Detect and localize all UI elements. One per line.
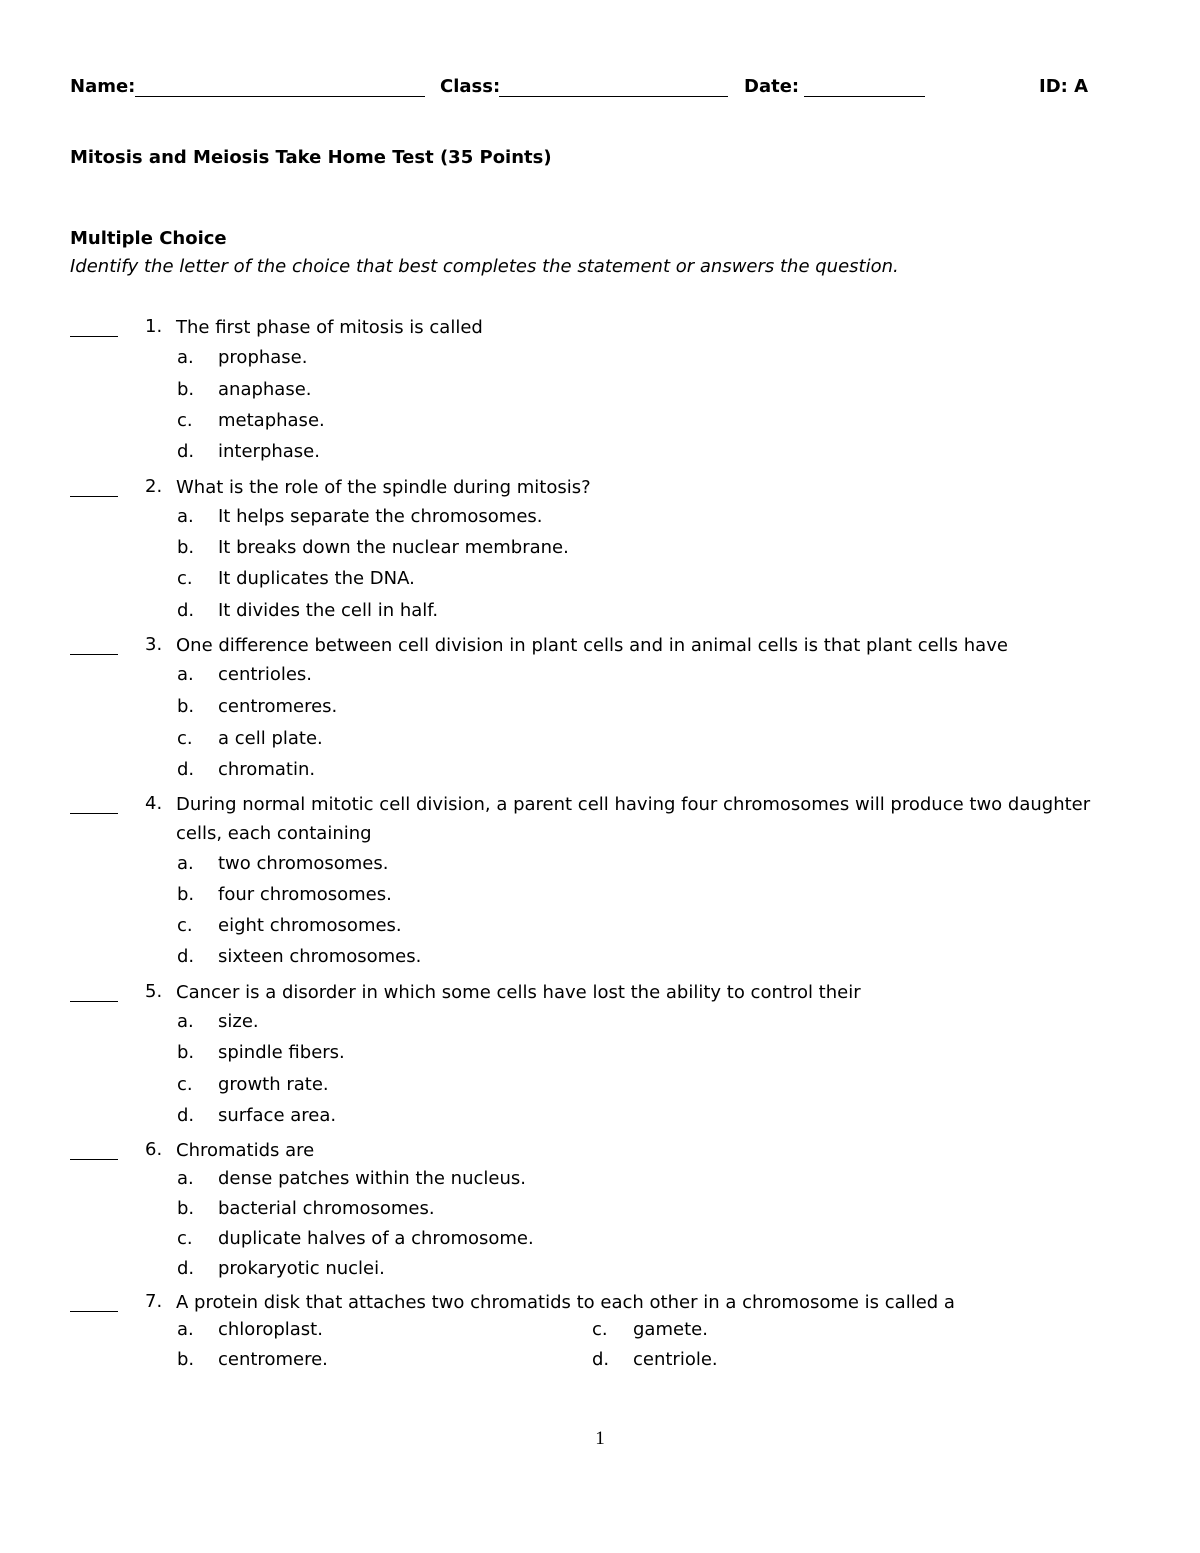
date-blank[interactable] (804, 96, 925, 97)
choice-text: chloroplast. (218, 1319, 323, 1340)
choice-letter: b. (177, 884, 195, 905)
question-text: Chromatids are (176, 1140, 315, 1161)
section-heading: Multiple Choice (70, 228, 227, 249)
date-label: Date: (744, 76, 800, 97)
choice-text: It divides the cell in half. (218, 600, 439, 621)
choice-text: It duplicates the DNA. (218, 568, 415, 589)
choice-letter: d. (177, 946, 195, 967)
choice-letter: b. (177, 1198, 195, 1219)
id-label: ID: A (1039, 76, 1089, 97)
question-number: 3. (145, 634, 163, 655)
choice-letter: c. (177, 1074, 193, 1095)
choice-text: centromere. (218, 1349, 328, 1370)
name-label: Name: (70, 76, 136, 97)
choice-letter: b. (177, 537, 195, 558)
answer-blank[interactable] (70, 496, 118, 497)
choice-letter: b. (177, 696, 195, 717)
question-text: A protein disk that attaches two chromatids to each other in a chromosome is called a (176, 1292, 955, 1313)
answer-blank[interactable] (70, 813, 118, 814)
question-number: 7. (145, 1291, 163, 1312)
choice-text: chromatin. (218, 759, 316, 780)
page-number: 1 (595, 1428, 605, 1449)
choice-text: duplicate halves of a chromosome. (218, 1228, 534, 1249)
choice-letter: d. (177, 1258, 195, 1279)
choice-text: spindle fibers. (218, 1042, 345, 1063)
choice-text: prokaryotic nuclei. (218, 1258, 385, 1279)
choice-letter: a. (177, 347, 194, 368)
choice-letter: a. (177, 1168, 194, 1189)
choice-letter: d. (177, 759, 195, 780)
choice-text: dense patches within the nucleus. (218, 1168, 526, 1189)
choice-letter: c. (177, 410, 193, 431)
choice-text: size. (218, 1011, 259, 1032)
choice-letter: d. (177, 1105, 195, 1126)
choice-text: sixteen chromosomes. (218, 946, 422, 967)
choice-text: growth rate. (218, 1074, 329, 1095)
choice-letter: a. (177, 664, 194, 685)
choice-text: four chromosomes. (218, 884, 392, 905)
choice-text: bacterial chromosomes. (218, 1198, 435, 1219)
choice-letter: d. (592, 1349, 610, 1370)
choice-letter: b. (177, 1042, 195, 1063)
choice-text: anaphase. (218, 379, 312, 400)
choice-text: interphase. (218, 441, 320, 462)
class-blank[interactable] (499, 96, 728, 97)
answer-blank[interactable] (70, 1159, 118, 1160)
question-number: 1. (145, 316, 163, 337)
choice-letter: c. (177, 568, 193, 589)
choice-text: two chromosomes. (218, 853, 389, 874)
choice-text: surface area. (218, 1105, 337, 1126)
choice-text: prophase. (218, 347, 308, 368)
question-text: Cancer is a disorder in which some cells have lost the ability to control their (176, 982, 861, 1003)
choice-text: It breaks down the nuclear membrane. (218, 537, 569, 558)
name-blank[interactable] (135, 96, 425, 97)
choice-letter: a. (177, 853, 194, 874)
answer-blank[interactable] (70, 336, 118, 337)
choice-letter: d. (177, 600, 195, 621)
answer-blank[interactable] (70, 1311, 118, 1312)
choice-letter: a. (177, 1319, 194, 1340)
choice-text: centrioles. (218, 664, 313, 685)
choice-letter: c. (177, 915, 193, 936)
answer-blank[interactable] (70, 654, 118, 655)
choice-letter: c. (592, 1319, 608, 1340)
section-instructions: Identify the letter of the choice that best completes the statement or answers the question. (70, 256, 899, 277)
choice-text: metaphase. (218, 410, 325, 431)
question-text: During normal mitotic cell division, a parent cell having four chromosomes will produce two daughter cells, each containing (176, 794, 1091, 844)
answer-blank[interactable] (70, 1001, 118, 1002)
test-title: Mitosis and Meiosis Take Home Test (35 Points) (70, 147, 552, 168)
choice-text: It helps separate the chromosomes. (218, 506, 543, 527)
choice-letter: b. (177, 1349, 195, 1370)
choice-letter: c. (177, 1228, 193, 1249)
question-text: The first phase of mitosis is called (176, 317, 483, 338)
choice-letter: a. (177, 506, 194, 527)
choice-letter: b. (177, 379, 195, 400)
choice-text: gamete. (633, 1319, 708, 1340)
question-text: What is the role of the spindle during mitosis? (176, 477, 591, 498)
question-number: 6. (145, 1139, 163, 1160)
question-number: 2. (145, 476, 163, 497)
choice-text: centriole. (633, 1349, 718, 1370)
class-label: Class: (440, 76, 501, 97)
choice-text: centromeres. (218, 696, 338, 717)
choice-letter: c. (177, 728, 193, 749)
choice-text: a cell plate. (218, 728, 323, 749)
question-text: One difference between cell division in plant cells and in animal cells is that plant cells have (176, 635, 1008, 656)
question-number: 4. (145, 793, 163, 814)
choice-letter: a. (177, 1011, 194, 1032)
question-number: 5. (145, 981, 163, 1002)
choice-letter: d. (177, 441, 195, 462)
choice-text: eight chromosomes. (218, 915, 402, 936)
